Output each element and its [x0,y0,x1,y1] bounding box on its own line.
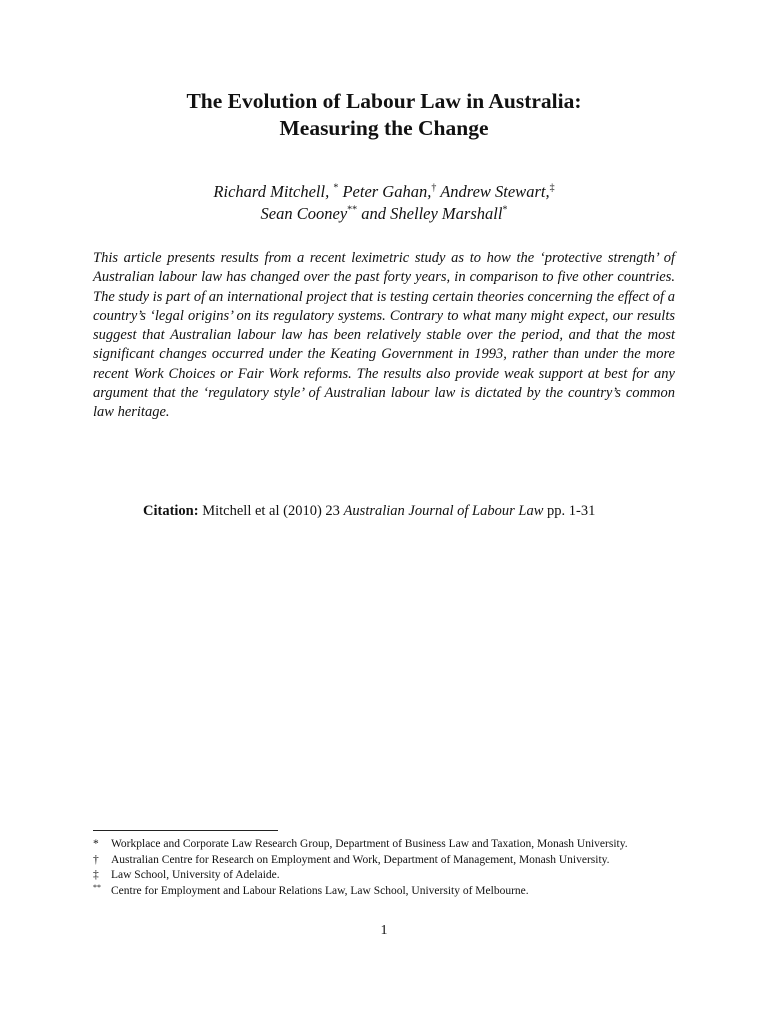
author-list [0,181,768,225]
footnote [93,837,675,852]
footnote [93,884,675,899]
footnote-marker: ** [347,204,358,216]
footnote-text: Centre for Employment and Labour Relations Law, Law School, University of Melbourne. [111,884,529,897]
author-name: Richard Mitchell, [213,182,330,201]
footnote-mark: † [93,853,99,866]
footnote-text: Australian Centre for Research on Employment and Work, Department of Management, Monash University. [111,853,610,866]
abstract: This article presents results from a recent leximetric study as to how the ‘protective strength’ of Australian labour law has changed over the past forty years, in comparison to five other countries. The study is part of an international project that is testing certain theories concerning the effect of a country’s ‘legal origins’ on its regulatory systems. Contrary to what many might expect, our results suggest that Australian labour law has been relatively stable over the period, and that the most significant changes occurred under the Keating Government in 1993, rather than under the more recent Work Choices or Fair Work reforms. The results also provide weak support at best for any argument that the ‘regulatory style’ of Australian labour law is dictated by the country’s common law heritage. [93,250,675,421]
author-line-1 [0,181,768,203]
footnote-list [93,837,675,899]
citation-pages: pp. 1-31 [547,503,596,519]
title-line-2: Measuring the Change [279,116,489,140]
footnote-mark: * [93,838,99,850]
author-name: Peter Gahan, [342,182,432,201]
footnote-marker: ‡ [549,182,555,194]
footnote-divider [93,830,278,831]
citation-source: Mitchell et al (2010) 23 [202,503,340,519]
author-name: Andrew Stewart, [440,182,550,201]
citation-journal: Australian Journal of Labour Law [343,503,544,519]
footnote-marker: * [502,204,508,216]
author-name: Sean Cooney [260,204,348,223]
footnote [93,853,675,868]
footnote-mark: ** [93,882,101,892]
citation-label: Citation: [143,503,199,519]
footnote-marker: † [431,182,437,194]
footnote-mark: ‡ [93,869,99,881]
footnote-marker: * [333,182,339,194]
footnote-text: Workplace and Corporate Law Research Group, Department of Business Law and Taxation, Monash University. [111,838,628,850]
footnote-text: Law School, University of Adelaide. [111,869,280,881]
author-line-2 [0,203,768,225]
author-name: and Shelley Marshall [361,204,503,223]
page-number: 1 [380,923,388,938]
footnote [93,868,675,883]
paper-title [0,88,768,142]
title-line-1: The Evolution of Labour Law in Australia: [186,89,582,113]
citation [143,502,595,520]
